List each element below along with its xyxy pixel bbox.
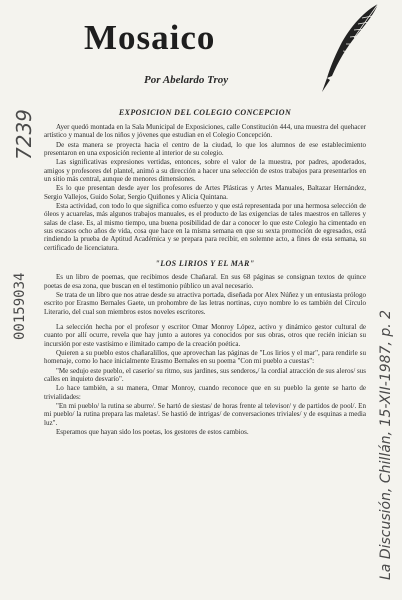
paragraph: Las significativas expresiones vertidas, entonces, sobre el valor de la muestra, por padres, apoderados, amigos y profesores del plantel, animó a su dirección a hacer una selección de estos trabajos para presentarlos en un sitio más central, aunque de menores dimensiones. bbox=[44, 158, 366, 184]
article-body bbox=[44, 108, 366, 437]
paragraph: Quieren a su pueblo estos chañaralillos, que aprovechan las páginas de "Los lirios y el mar", para rendirle su homenaje, como lo hace inicialmente Erasmo Bernales en su poema "Con mi pueblo a cuestas": bbox=[44, 348, 366, 366]
paragraph: Es un libro de poemas, que recibimos desde Chañaral. En sus 68 páginas se consignan textos de quince poetas de esa zona, que buscan en el testimonio público un aval necesario. bbox=[44, 273, 366, 290]
paragraph: Lo hace también, a su manera, Omar Monroy, cuando reconoce que en su pueblo la gente se harto de trivialidades: bbox=[44, 384, 366, 401]
quill-pen-icon bbox=[316, 0, 386, 96]
masthead bbox=[84, 12, 344, 92]
byline: Por Abelardo Troy bbox=[144, 74, 229, 86]
handwritten-catalog-number: 7239 bbox=[12, 109, 36, 160]
column-title: Mosaico bbox=[84, 18, 216, 57]
handwritten-source-note: La Discusión, Chillán, 15-XII-1987, p. 2 bbox=[378, 309, 394, 580]
paragraph: Se trata de un libro que nos atrae desde su atractiva portada, diseñada por Alex Núñez y un entusiasta prólogo escrito por Erasmo Bernales Gaete, un prohombre de las letras nortinas, cuyo nombre lo es también del Círculo Literario, del cual son miembros estos noveles escritores. bbox=[44, 290, 366, 316]
paragraph: "Me sedujo este pueblo, el caserío/ su ritmo, sus jardines, sus senderos,/ la cordial atracción de sus aleros/ sus calles en inquieto desvarío". bbox=[44, 366, 366, 383]
section-heading-exposicion: EXPOSICION DEL COLEGIO CONCEPCION bbox=[118, 108, 292, 117]
handwritten-archive-number: 00159034 bbox=[12, 272, 28, 340]
paragraph: De esta manera se proyecta hacia el centro de la ciudad, lo que los alumnos de ese establecimiento presentaron en una exposición reciente al interior de su colegio. bbox=[44, 140, 366, 158]
paragraph: Es lo que presentan desde ayer los profesores de Artes Plásticas y Artes Manuales, Baltazar Hernández, Sergio Vallejos, Guido Solar, Sergio Quiñones y Alicia Quintana. bbox=[44, 184, 366, 201]
paragraph: Esta actividad, con todo lo que significa como esfuerzo y que está representada por una hermosa selección de óleos y acuarelas, más algunos trabajos manuales, es el producto de las exigencias de tales maestros en talleres y salas de clase. Es, al mismo tiempo, una buena posibilidad de dar a conocer lo que este Colegio ha cimentado en sus escasos ocho años de vida, cosa que hace en la misma semana en que su sexta promoción de egresados, está rindiendo la prueba de Aptitud Académica y se prepara para recibir, en solemne acto, a fines de esta semana, su certificado de licenciatura. bbox=[44, 202, 366, 252]
section-heading-lirios: "LOS LIRIOS Y EL MAR" bbox=[155, 259, 255, 269]
paragraph: Esperamos que hayan sido los poetas, los gestores de estos cambios. bbox=[56, 428, 249, 436]
paragraph: Ayer quedó montada en la Sala Municipal de Exposiciones, calle Constitución 444, una muestra del quehacer artístico y manual de los niños y jóvenes que estudian en el Colegio Concepción. bbox=[44, 123, 366, 140]
paragraph: "En mi pueblo/ la rutina se aburre/. Se hartó de siestas/ de horas frente al televisor/ y de partidos de pool/. En mi pueblo/ la rutina prepara las maletas/. Se hastió de intrigas/ de conversaciones triviales/ y de esquinas a media luz". bbox=[44, 401, 366, 427]
paragraph: La selección hecha por el profesor y escritor Omar Monroy López, activo y dinámico gestor cultural de cuanto por allí ocurre, revela que hay junto a autores ya conocidos por sus obras, otros que recién inician su incursión por este vastísimo e ilimitado campo de la creación poética. bbox=[44, 322, 366, 348]
